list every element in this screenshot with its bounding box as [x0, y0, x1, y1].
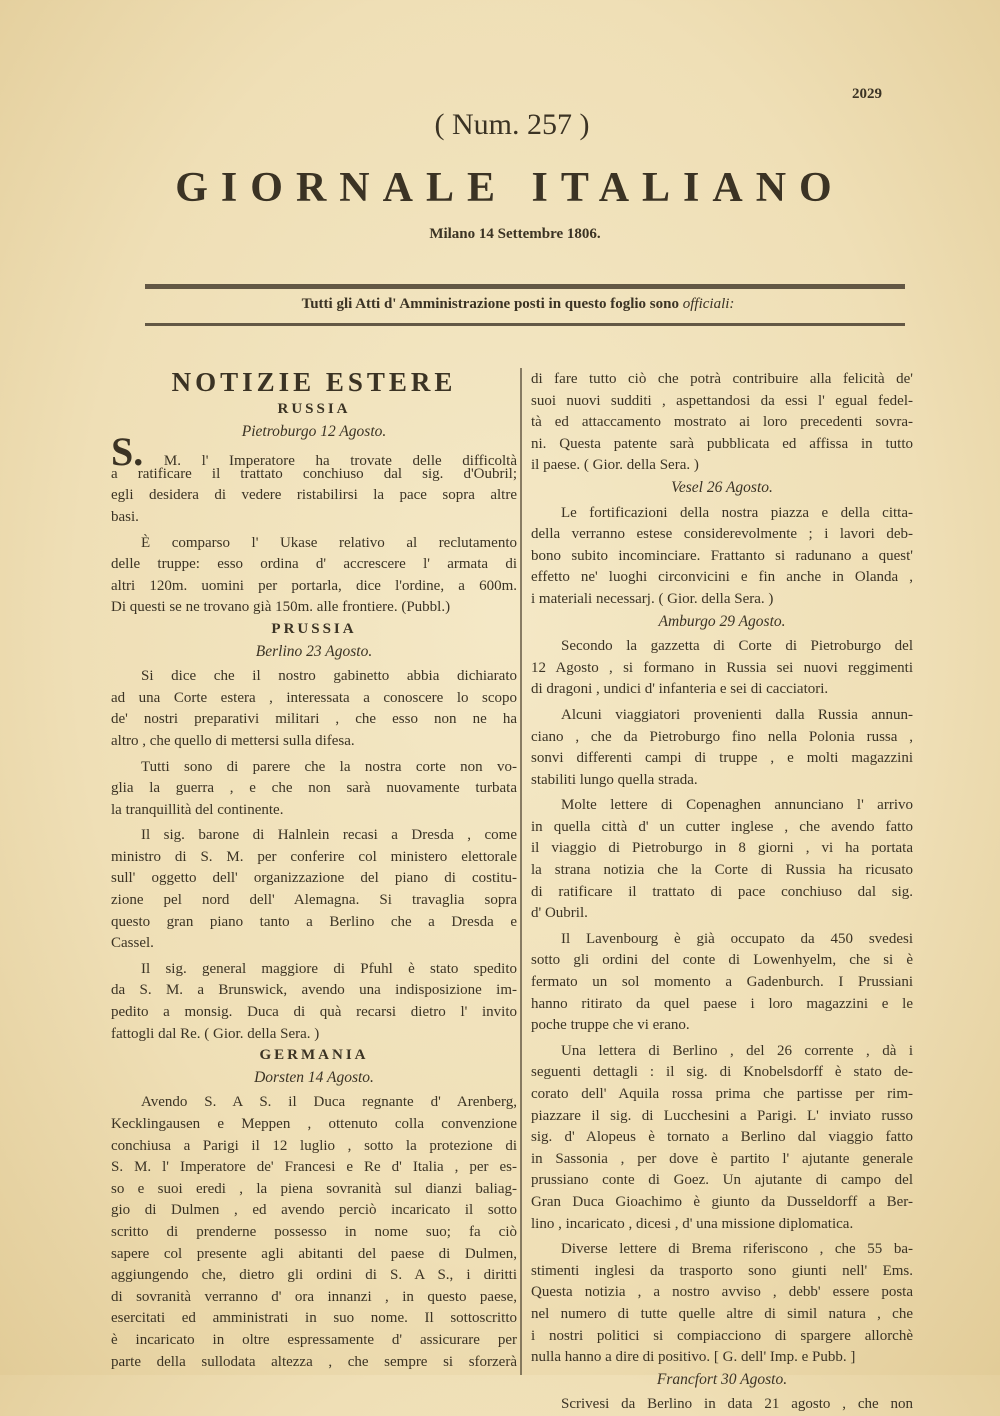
notice-text: Tutti gli Atti d' Amministrazione posti in questo foglio sono [301, 296, 679, 312]
article-paragraph [111, 1092, 517, 1373]
official-notice [0, 296, 1000, 313]
text-line: Si dice che il nostro gabinetto abbia dichiarato [141, 668, 517, 685]
article-paragraph [531, 636, 913, 701]
text-line: Questa notizia , a nostro avviso , debb' essere posta [531, 1284, 913, 1301]
article-paragraph [531, 705, 913, 791]
dateline: Francfort 30 Agosto. [656, 1370, 788, 1388]
text-line: delle truppe: esso ordina d' accrescere l' armata di [111, 556, 517, 573]
text-line: S. M. l' Imperatore ha trovate delle difficoltà [111, 429, 517, 475]
column-left [111, 365, 517, 1373]
text-line: Il Lavenbourg è già occupato da 450 svedesi [561, 930, 913, 947]
text-line: parte della sullodata altezza , che sempre si sforzerà [111, 1353, 517, 1370]
text-line: egli desidera di vedere ristabilirsi la pace sopra altre [111, 487, 517, 504]
text-line: Di questi se ne trovano già 150m. alle frontiere. (Pubbl.) [111, 599, 451, 616]
text-line: sapere col presente agli abitanti del paese di Dulmen, [111, 1245, 517, 1262]
text-line: d' Oubril. [531, 905, 588, 922]
notice-italic: officiali: [682, 296, 735, 312]
text-line: ciano , che da Pietroburgo fino nella Polonia russa , [531, 728, 913, 745]
masthead-title: GIORNALE ITALIANO [175, 165, 845, 211]
text-line: poche truppe che vi erano. [531, 1017, 690, 1034]
article-paragraph [531, 795, 913, 925]
text-line: zione pel nord dell' Alemagna. Si travaglia sopra [111, 892, 517, 909]
text-line: in Sassonia , per dove è partito l' ajutante generale [531, 1150, 913, 1167]
article-paragraph [111, 825, 517, 955]
article-paragraph [111, 757, 517, 822]
text-line: esercitati ed amministrati in suo nome. Il sottoscritto [111, 1310, 517, 1327]
text-line: nel numero di tutte quelle altre di simil natura , che [531, 1305, 913, 1322]
text-line: della verranno estese considerevolmente ; i lavori deb- [531, 526, 913, 543]
text-line: Scrivesi da Berlino in data 21 agosto , che non [561, 1396, 913, 1413]
text-line: stabiliti lungo quella strada. [531, 771, 698, 788]
country-heading: PRUSSIA [271, 620, 357, 637]
column-divider [520, 368, 522, 1375]
text-line: questo gran piano tanto a Berlino che a Dresda e [111, 913, 517, 930]
text-line: la tranquillità del continente. [111, 801, 284, 818]
section-heading: NOTIZIE ESTERE [171, 367, 457, 397]
text-line: ni. Questa patente sarà pubblicata ed affissa in tutto [531, 435, 913, 452]
country-heading: GERMANIA [259, 1047, 369, 1064]
text-line: 12 Agosto , si formano in Russia sei nuovi reggimenti [531, 659, 913, 676]
text-line: di dragoni , undici d' infanteria e sei di cacciatori. [531, 681, 829, 698]
text-line: sull' oggetto dell' organizzazione del piano di costitu- [111, 870, 517, 887]
text-line: il paese. ( Gior. della Sera. ) [531, 457, 699, 474]
text-line: È comparso l' Ukase relativo al reclutamento [141, 534, 517, 551]
article-paragraph [111, 959, 517, 1045]
dateline: Vesel 26 Agosto. [671, 478, 773, 496]
drop-cap: S. [111, 429, 144, 475]
divider-top [145, 284, 905, 289]
masthead-dateline: Milano 14 Settembre 1806. [429, 226, 601, 242]
text-line: hanno ritirato da quel paese i loro magazzini e le [531, 995, 913, 1012]
text-line: nulla hanno a dire di positivo. [ G. dell' Imp. e Pubb. ] [531, 1349, 856, 1366]
dateline: Dorsten 14 Agosto. [254, 1068, 374, 1086]
text-line: effetto ne' luoghi circonvicini e fin anche in Olanda , [531, 569, 913, 586]
text-line: in quella città d' un cutter inglese , che avendo fatto [531, 818, 913, 835]
article-paragraph [111, 533, 517, 619]
text-line: il viaggio di Pietroburgo in 8 giorni , vi ha portata [531, 840, 913, 857]
text-line: de' nostri preparativi militari , che esso non ne ha [111, 711, 517, 728]
text-line: stimenti inglesi da trasporto sono giunti nell' Ems. [531, 1262, 913, 1279]
text-line: Cassel. [111, 935, 154, 952]
text-line: S. M. l' Imperatore de' Francesi e Re d' Italia , per es- [111, 1159, 517, 1176]
dateline: Pietroburgo 12 Agosto. [241, 422, 387, 440]
country-heading: RUSSIA [277, 401, 351, 417]
text-line: bono subito incominciare. Frattanto si radunano a quest' [531, 547, 913, 564]
text-line: scritto di prenderne possesso in nome suo; fa ciò [111, 1223, 517, 1240]
text-line: ministro di S. M. per conferire col ministero elettorale [111, 848, 517, 865]
article-paragraph [531, 929, 913, 1037]
text-line: basi. [111, 508, 139, 525]
text-line: Alcuni viaggiatori provenienti dalla Russia annun- [561, 706, 913, 723]
text-line: altro , che quello di mettersi sulla difesa. [111, 732, 355, 749]
dateline: Amburgo 29 Agosto. [658, 612, 786, 630]
text-line: da S. M. a Brunswick, avendo una indisposizione im- [111, 982, 517, 999]
text-line: glia la guerra , e che non sarà nuovamente turbata [111, 780, 517, 797]
text-line: prussiano conte di Goez. Un ajutante di campo del [531, 1172, 913, 1189]
text-line: Il sig. general maggiore di Pfuhl è stato spedito [141, 960, 517, 977]
text-line: fattogli dal Re. ( Gior. della Sera. ) [111, 1025, 320, 1042]
text-line: fermato un sol momento a Gadenburch. I Prussiani [531, 974, 913, 991]
article-paragraph [531, 503, 913, 611]
text-line: Tutti sono di parere che la nostra corte non vo- [141, 758, 517, 775]
text-line: gio di Dulmen , ed avendo perciò incaricato il sotto [111, 1202, 517, 1219]
text-line: Diverse lettere di Brema riferiscono , che 55 ba- [561, 1241, 913, 1258]
text-line: lino , incaricato , dicesi , d' una missione diplomatica. [531, 1215, 854, 1232]
text-line: Kecklingausen e Meppen , ottenuto colla convenzione [111, 1116, 517, 1132]
article-paragraph [531, 1041, 913, 1235]
text-line: ad una Corte estera , interessata a conoscere lo scopo [111, 689, 517, 706]
text-line: pedito a monsig. Duca di quà recarsi dietro l' invito [111, 1004, 517, 1021]
text-line: sotto gli ordini del conte di Lowenhyelm, che si è [531, 952, 913, 969]
text-line: piazzare il sig. di Lucchesini a Parigi. L' inviato russo [531, 1107, 913, 1124]
text-line: Le fortificazioni della nostra piazza e della citta- [561, 504, 913, 521]
text-line: Una lettera di Berlino , del 26 corrente , dà i [561, 1042, 913, 1059]
text-line: corato dell' Aquila rossa prima che partisse per rim- [531, 1086, 913, 1102]
text-line: so e suoi eredi , la piena sovranità sul dianzi baliag- [111, 1180, 517, 1197]
text-line: Avendo S. A S. il Duca regnante d' Arenberg, [141, 1094, 517, 1111]
text-line: Il sig. barone di Halnlein recasi a Dresda , come [141, 827, 517, 844]
article-paragraph [531, 369, 913, 477]
text-line: i nostri politici si compiacciono di spargere allorchè [531, 1327, 913, 1344]
article-paragraph [531, 1394, 913, 1416]
text-line: di ratificare il trattato di pace conchiuso dal sig. [531, 883, 913, 900]
text-line: suoi nuovi sudditi , aspettandosi da essi l' egual fedel- [531, 392, 913, 409]
text-line: i materiali necessarj. ( Gior. della Sera. ) [531, 590, 774, 607]
page-number: 2029 [852, 86, 882, 102]
text-line: aggiungendo che, dietro gli ordini di S. A S., i diritti [111, 1267, 517, 1284]
text-line: conchiusa a Parigi il 12 luglio , sotto la protezione di [111, 1137, 517, 1154]
text-line: a ratificare il trattato conchiuso dal sig. d'Oubril; [111, 465, 517, 482]
column-right [531, 365, 913, 1416]
text-line: sonvi differenti campi di truppe , e molti magazzini [531, 750, 913, 767]
text-line: sig. d' Alopeus è tornato a Berlino dal viaggio fatto [531, 1129, 913, 1146]
article-paragraph [111, 666, 517, 752]
text-line: altri 120m. uomini per portarla, dice l'ordine, a 600m. [111, 577, 517, 594]
text-line: Gran Duca Gioachimo è giunto da Dusseldorff a Ber- [531, 1193, 913, 1210]
text-line: Secondo la gazzetta di Corte di Pietroburgo del [561, 638, 913, 655]
text-line: di fare tutto ciò che potrà contribuire alla felicità de' [531, 371, 913, 387]
text-line: di sovranità verranno d' ora innanzi , in questo paese, [111, 1288, 517, 1305]
text-line: è incaricato in oltre espressamente d' assicurare per [111, 1331, 517, 1348]
text-line: tà ed attaccamento mostrato ai loro precedenti sovra- [531, 414, 913, 431]
article-paragraph [531, 1239, 913, 1369]
text-line: la strana notizia che la Corte di Russia ha ricusato [531, 862, 913, 879]
issue-number: ( Num. 257 ) [434, 108, 590, 141]
divider-bottom [145, 323, 905, 326]
dateline: Berlino 23 Agosto. [255, 642, 373, 660]
text-line: seguenti dettagli : il sig. di Knobelsdorff è stato de- [531, 1064, 913, 1081]
text-line: Molte lettere di Copenaghen annunciano l' arrivo [561, 797, 913, 814]
